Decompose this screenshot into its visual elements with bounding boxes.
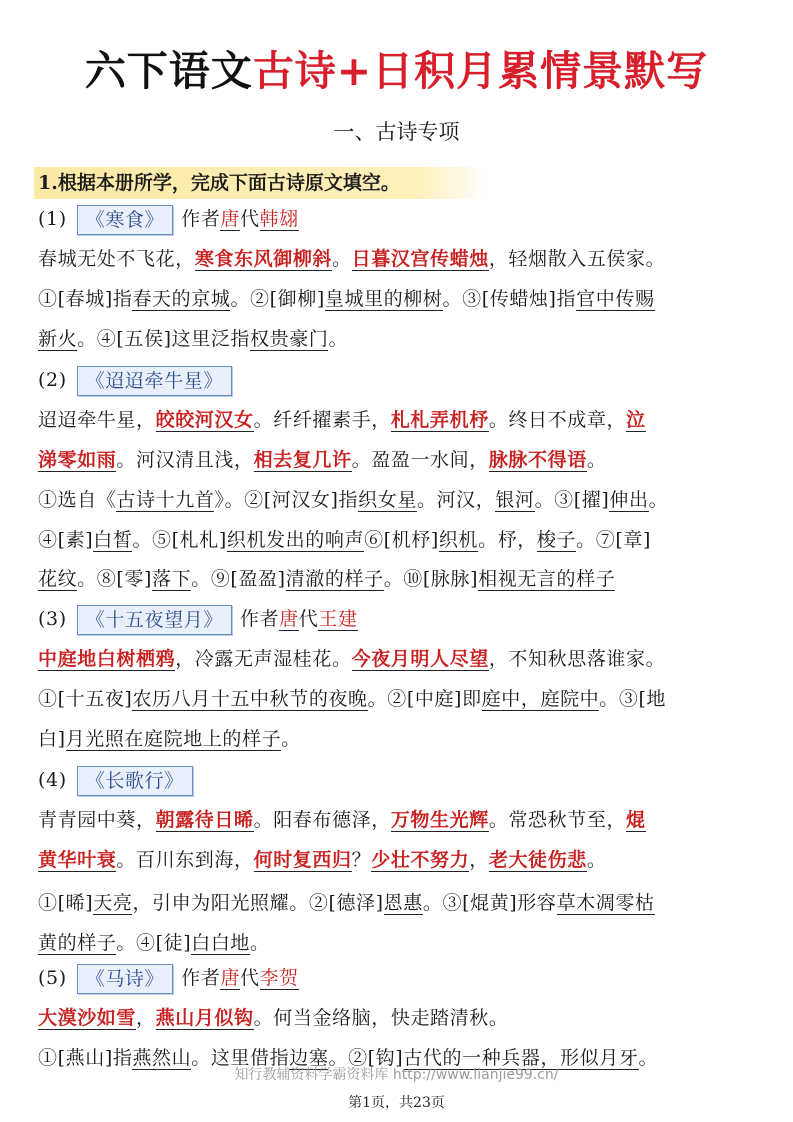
text-segment: ④[素]	[38, 529, 94, 551]
poem-number: (1)	[38, 208, 67, 230]
text-segment: ①选自《	[38, 489, 117, 511]
text-segment: 。纤纤擢素手，	[253, 409, 391, 431]
text-segment: 。	[586, 449, 607, 471]
underlined-note: 银河	[495, 489, 535, 511]
text-line	[38, 842, 606, 878]
answer-blank: 涕零如雨	[38, 449, 117, 471]
underlined-note: 恩惠	[383, 892, 423, 914]
dynasty: 唐	[220, 967, 240, 989]
text-segment: 》。②[河汉女]指	[214, 489, 359, 511]
text-line	[38, 925, 270, 961]
text-line	[38, 681, 666, 717]
poem-number: (5)	[38, 967, 67, 989]
answer-blank: 中庭地白树栖鸦	[38, 648, 176, 670]
underlined-note: 农历八月十五中秋节的夜晚	[132, 688, 368, 710]
poem-number: (2)	[38, 369, 67, 391]
text-segment: 。⑦[章]	[576, 529, 651, 551]
author-label: 作者	[181, 967, 221, 989]
text-segment: ①[十五夜]	[38, 688, 133, 710]
text-segment: 。	[648, 489, 669, 511]
text-segment: ①[晞]	[38, 892, 94, 914]
text-segment: 。终日不成章，	[488, 409, 627, 431]
underlined-note: 伸出	[609, 489, 649, 511]
text-segment: ？	[351, 849, 372, 871]
text-line	[38, 281, 655, 317]
text-segment: 。⑧[零]	[77, 568, 153, 590]
text-segment: ，	[469, 849, 489, 871]
underlined-note: 梭子	[536, 529, 577, 551]
text-line	[38, 522, 651, 558]
text-segment: 。③[传蜡烛]指	[442, 288, 577, 310]
answer-blank: 万物生光辉	[390, 809, 489, 831]
text-line	[38, 442, 606, 478]
poem-title: 《寒食》	[77, 205, 173, 235]
underlined-note: 官中传赐	[576, 288, 655, 310]
answer-blank: 少壮不努力	[371, 849, 470, 871]
text-segment: 。	[332, 248, 352, 270]
text-segment: ①[燕山]指	[38, 1047, 133, 1069]
answer-blank: 日暮汉宫传蜡烛	[351, 248, 489, 270]
poem-header	[38, 960, 299, 996]
underlined-note: 新火	[38, 328, 78, 350]
underlined-note: 边塞	[289, 1047, 329, 1069]
answer-blank: 大漠沙如雪	[38, 1007, 137, 1029]
text-segment: 。河汉清且浅，	[116, 449, 254, 471]
answer-blank: 何时复西归	[253, 849, 352, 871]
underlined-note: 织机发出的响声	[226, 529, 365, 551]
underlined-note: 古代的一种兵器，形似月牙	[403, 1047, 639, 1069]
answer-blank: 今夜月明人尽望	[351, 648, 489, 670]
text-segment: 。②[中庭]即	[367, 688, 482, 710]
text-segment: 。盈盈一水间，	[351, 449, 489, 471]
dynasty-suffix: 代	[239, 208, 260, 230]
poem-header	[38, 201, 299, 237]
page-title	[0, 38, 793, 97]
author-label: 作者	[239, 608, 280, 630]
text-line	[38, 721, 301, 757]
text-line	[38, 482, 668, 518]
text-segment: ，不知秋思落谁家。	[488, 648, 666, 670]
text-segment: ①[春城]指	[38, 288, 133, 310]
text-segment: 。何当金络脑，快走踏清秋。	[253, 1007, 509, 1029]
underlined-note: 皇城里的柳树	[324, 288, 443, 310]
text-line	[38, 241, 665, 277]
text-segment: 。杼，	[478, 529, 537, 551]
text-segment: 。	[328, 328, 349, 350]
dynasty: 唐	[220, 208, 240, 230]
poem-title: 《长歌行》	[77, 766, 193, 796]
text-segment: 。⑩[脉脉]	[383, 568, 479, 590]
answer-blank: 泣	[626, 409, 646, 431]
text-segment: 。③[擢]	[534, 489, 610, 511]
dynasty: 唐	[279, 608, 299, 630]
underlined-note: 天亮	[93, 892, 133, 914]
text-segment: 。④[五侯]这里泛指	[77, 328, 251, 350]
poem-header	[38, 762, 201, 798]
answer-blank: 皎皎河汉女	[155, 409, 254, 431]
text-segment: ，引申为阳光照耀。②[德泽]	[132, 892, 384, 914]
poem-title: 《马诗》	[77, 964, 173, 994]
text-segment: 春城无处不飞花，	[38, 248, 195, 270]
text-line	[38, 561, 615, 597]
text-segment: 。②[钩]	[328, 1047, 404, 1069]
text-segment: 。这里借指	[191, 1047, 290, 1069]
underlined-note: 相视无言的样子	[478, 568, 616, 590]
underlined-note: 织机	[438, 529, 479, 551]
answer-blank: 朝露待日晞	[155, 809, 254, 831]
underlined-note: 春天的京城	[132, 288, 231, 310]
text-line	[38, 1000, 508, 1036]
section-title: 一、古诗专项	[333, 120, 460, 144]
dynasty-suffix: 代	[239, 967, 260, 989]
text-segment: 。	[281, 728, 301, 750]
text-line	[38, 402, 646, 438]
underlined-note: 黄的样子	[38, 932, 117, 954]
answer-blank: 老大徒伤悲	[488, 849, 587, 871]
text-segment: 。阳春布德泽，	[253, 809, 391, 831]
dynasty-suffix: 代	[298, 608, 319, 630]
underlined-note: 古诗十九首	[116, 489, 215, 511]
question-heading: 1.根据本册所学，完成下面古诗原文填空。	[34, 167, 486, 199]
text-segment: 青青园中葵，	[38, 809, 156, 831]
text-segment: 。百川东到海，	[116, 849, 254, 871]
title-red-part: 古诗+日积月累情景默写	[252, 47, 709, 95]
text-segment: 。常恐秋节至，	[488, 809, 627, 831]
poem-title: 《迢迢牵牛星》	[77, 366, 232, 396]
underlined-note: 庭中，庭院中	[481, 688, 600, 710]
answer-blank: 相去复几许	[253, 449, 352, 471]
text-segment: 。③[地	[599, 688, 667, 710]
answer-blank: 寒食东风御柳斜	[194, 248, 333, 270]
underlined-note: 白皙	[93, 529, 133, 551]
title-black-part: 六下语文	[84, 47, 253, 95]
poem-number: (4)	[38, 769, 67, 791]
underlined-note: 月光照在庭院地上的样子	[65, 728, 282, 750]
text-segment: 。河汉，	[416, 489, 496, 511]
text-segment: 。③[焜黄]形容	[422, 892, 557, 914]
text-segment: 。②[御柳]	[230, 288, 325, 310]
text-line	[38, 885, 655, 921]
answer-blank: 燕山月似钩	[155, 1007, 254, 1029]
footer-watermark: 知行教辅资料学霸资料库 http://www.lianjie99.cn/	[234, 1067, 559, 1083]
underlined-note: 燕然山	[132, 1047, 192, 1069]
text-segment: 。④[徒]	[116, 932, 192, 954]
author-name: 王建	[318, 608, 358, 630]
text-segment: 迢迢牵牛星，	[38, 409, 156, 431]
poem-header	[38, 601, 358, 637]
text-segment: 。⑤[札札]	[132, 529, 227, 551]
underlined-note: 织女星	[358, 489, 417, 511]
text-line	[38, 321, 348, 357]
author-name: 李贺	[259, 967, 299, 989]
underlined-note: 白白地	[191, 932, 251, 954]
poem-title: 《十五夜望月》	[77, 605, 232, 635]
answer-blank: 焜	[626, 809, 646, 831]
underlined-note: 草木凋零枯	[556, 892, 655, 914]
answer-blank: 黄华叶衰	[38, 849, 117, 871]
text-segment: 。	[250, 932, 270, 954]
poem-header	[38, 362, 240, 398]
text-segment: ，轻烟散入五侯家。	[488, 248, 666, 270]
underlined-note: 清澈的样子	[285, 568, 384, 590]
text-segment: 。	[638, 1047, 659, 1069]
underlined-note: 花纹	[38, 568, 78, 590]
author-name: 韩翃	[259, 208, 299, 230]
text-segment: 。⑨[盈盈]	[191, 568, 286, 590]
answer-blank: 札札弄机杼	[390, 409, 489, 431]
text-segment: 白]	[38, 728, 66, 750]
author-label: 作者	[181, 208, 221, 230]
text-segment: ，冷露无声湿桂花。	[175, 648, 352, 670]
underlined-note: 权贵豪门	[250, 328, 329, 350]
text-segment: 。	[586, 849, 607, 871]
text-line	[38, 641, 665, 677]
text-line	[38, 802, 646, 838]
text-segment: ⑥[机杼]	[364, 529, 439, 551]
text-segment: ，	[136, 1007, 156, 1029]
page-number: 第1页，共23页	[348, 1095, 445, 1111]
poem-number: (3)	[38, 608, 67, 630]
answer-blank: 脉脉不得语	[488, 449, 587, 471]
underlined-note: 落下	[152, 568, 192, 590]
